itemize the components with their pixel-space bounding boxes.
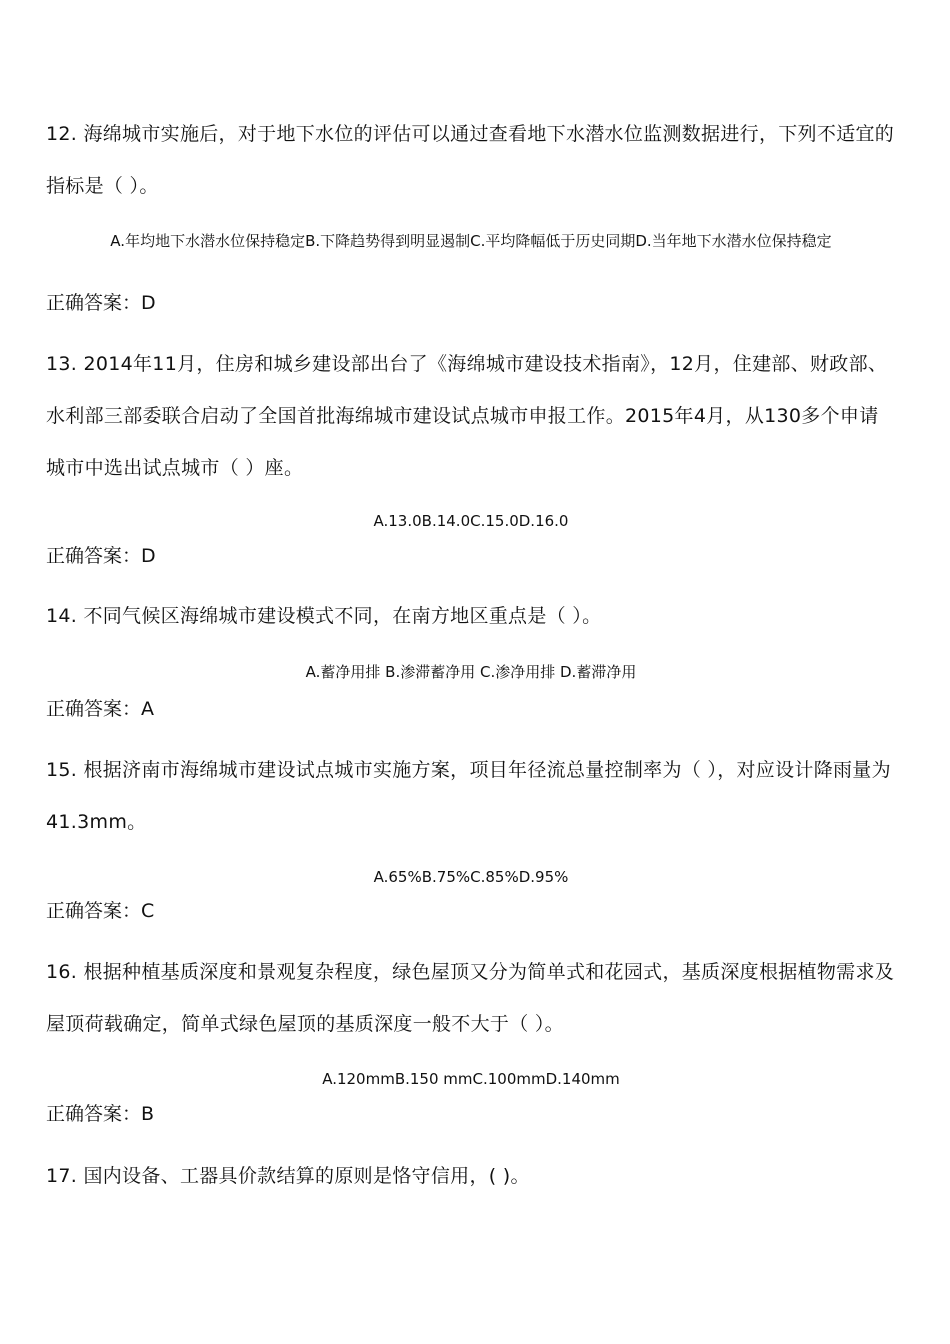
question-12-stem: 12. 海绵城市实施后，对于地下水位的评估可以通过查看地下水潜水位监测数据进行，下列不适宜的指标是（ ）。 — [46, 123, 895, 197]
question-14-options: A.蓄净用排 B.渗滞蓄净用 C.渗净用排 D.蓄滞净用 — [305, 663, 637, 681]
question-13-options: A.13.0B.14.0C.15.0D.16.0 — [373, 512, 569, 530]
question-14-stem: 14. 不同气候区海绵城市建设模式不同，在南方地区重点是（ ）。 — [46, 605, 602, 627]
question-12-options: A.年均地下水潜水位保持稳定B.下降趋势得到明显遏制C.平均降幅低于历史同期D.当年地下水潜水位保持稳定 — [110, 232, 832, 250]
question-13-stem: 13. 2014年11月，住房和城乡建设部出台了《海绵城市建设技术指南》，12月，住建部、财政部、水利部三部委联合启动了全国首批海绵城市建设试点城市申报工作。2015年4月，从130多个申请城市中选出试点城市（ ）座。 — [46, 353, 888, 479]
question-17-stem: 17. 国内设备、工器具价款结算的原则是恪守信用，( )。 — [46, 1165, 530, 1187]
question-12-answer: 正确答案：D — [46, 292, 156, 314]
question-15-options: A.65%B.75%C.85%D.95% — [373, 868, 569, 886]
question-14-answer: 正确答案：A — [46, 698, 154, 720]
question-16-answer: 正确答案：B — [46, 1103, 155, 1125]
question-16-options: A.120mmB.150 mmC.100mmD.140mm — [322, 1070, 620, 1088]
question-16-stem: 16. 根据种植基质深度和景观复杂程度，绿色屋顶又分为简单式和花园式，基质深度根据植物需求及屋顶荷载确定，简单式绿色屋顶的基质深度一般不大于（ ）。 — [46, 961, 895, 1035]
question-15-answer: 正确答案：C — [46, 900, 155, 922]
question-15-stem: 15. 根据济南市海绵城市建设试点城市实施方案，项目年径流总量控制率为（ ），对应设计降雨量为41.3mm。 — [46, 759, 891, 833]
question-13-answer: 正确答案：D — [46, 545, 156, 567]
